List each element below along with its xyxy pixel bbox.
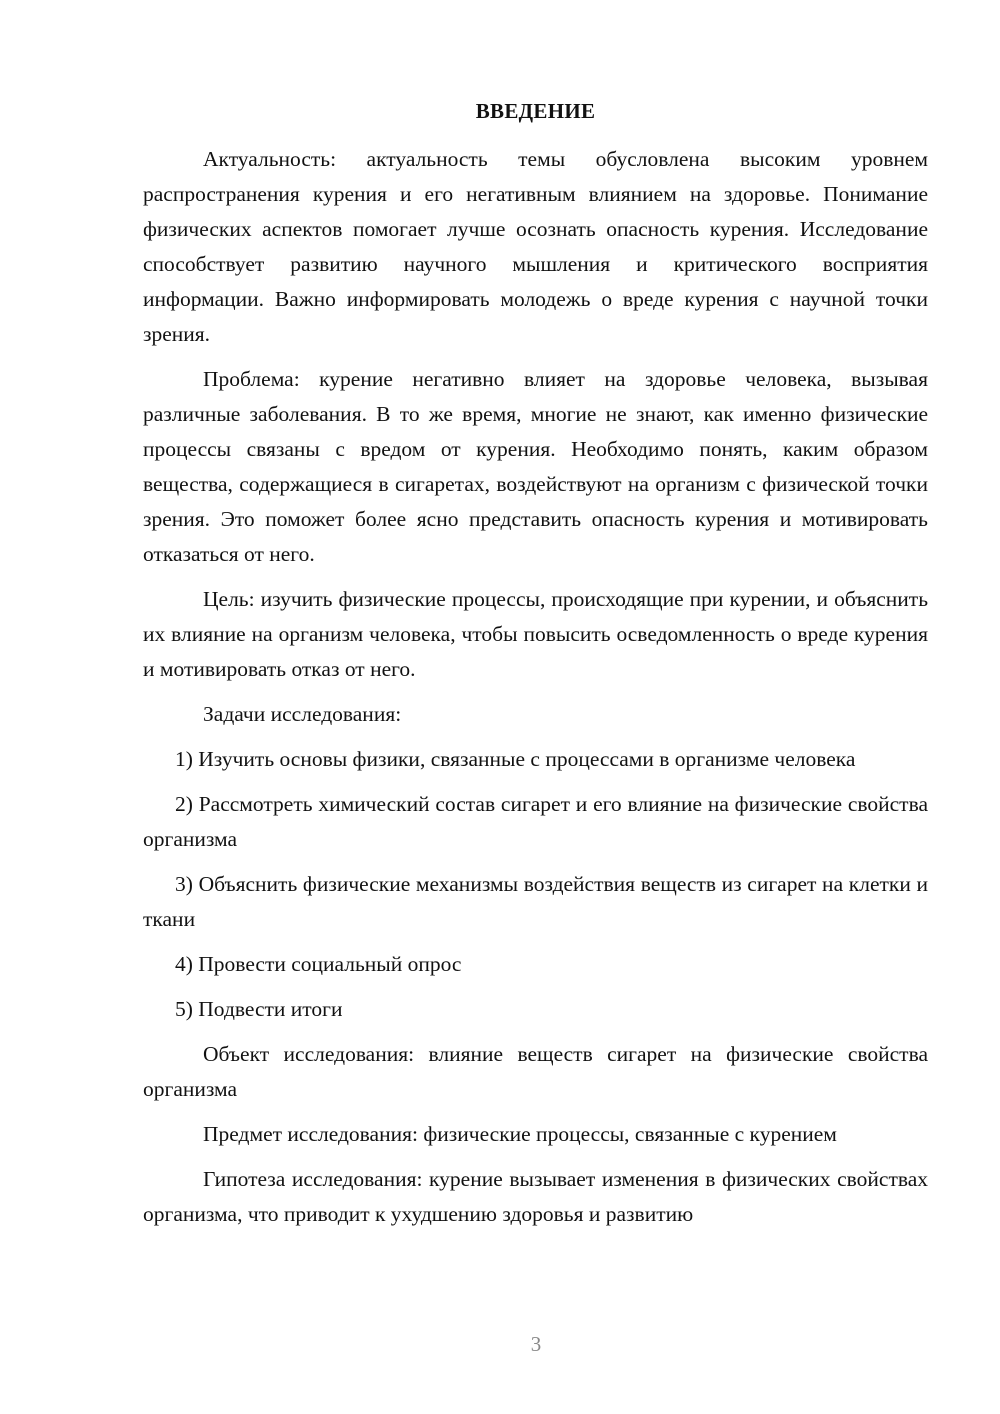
- task-item-3: 3) Объяснить физические механизмы воздействия веществ из сигарет на клетки и ткани: [143, 872, 928, 931]
- research-subject-paragraph: Предмет исследования: физические процессы, связанные с курением: [203, 1122, 837, 1146]
- research-object-paragraph: Объект исследования: влияние веществ сигарет на физические свойства организма: [143, 1042, 928, 1101]
- hypothesis-paragraph: Гипотеза исследования: курение вызывает изменения в физических свойствах организма, что приводит к ухудшению здоровья и развитию: [143, 1167, 928, 1226]
- page-content: [143, 94, 928, 1242]
- section-heading: ВВЕДЕНИЕ: [475, 99, 596, 123]
- task-item-1: 1) Изучить основы физики, связанные с процессами в организме человека: [175, 747, 856, 771]
- problem-paragraph: Проблема: курение негативно влияет на здоровье человека, вызывая различные заболевания. В то же время, многие не знают, как именно физические процессы связаны с вредом от курения. Необходимо понять, каким образом вещества, содержащиеся в сигаретах, воздействуют на организм с физической точки зрения. Это поможет более ясно представить опасность курения и мотивировать отказаться от него.: [143, 367, 928, 566]
- goal-paragraph: Цель: изучить физические процессы, происходящие при курении, и объяснить их влияние на организм человека, чтобы повысить осведомленность о вреде курения и мотивировать отказ от него.: [143, 587, 928, 681]
- relevance-paragraph: Актуальность: актуальность темы обусловлена высоким уровнем распространения курения и его негативным влиянием на здоровье. Понимание физических аспектов помогает лучше осознать опасность курения. Исследование способствует развитию научного мышления и критического восприятия информации. Важно информировать молодежь о вреде курения с научной точки зрения.: [143, 147, 928, 346]
- task-item-5: 5) Подвести итоги: [175, 997, 343, 1021]
- task-item-4: 4) Провести социальный опрос: [175, 952, 462, 976]
- page-number: 3: [530, 1332, 542, 1356]
- tasks-heading: Задачи исследования:: [203, 702, 402, 726]
- task-item-2: 2) Рассмотреть химический состав сигарет и его влияние на физические свойства организма: [143, 792, 928, 851]
